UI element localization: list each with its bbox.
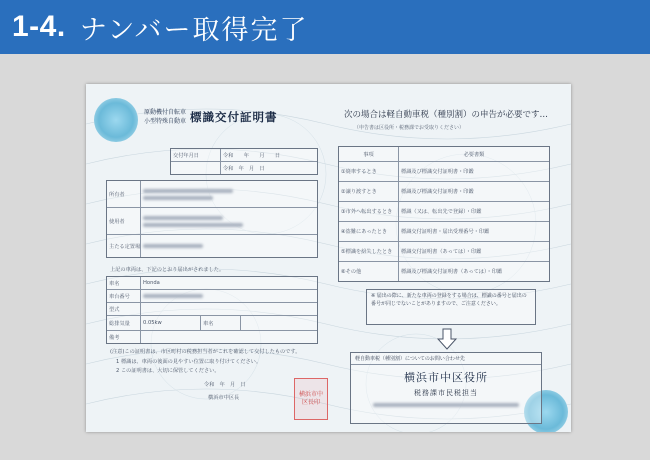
cases-table: [338, 146, 550, 282]
case-item: ①廃車するとき: [339, 162, 399, 181]
step-number: 1-4.: [12, 10, 66, 43]
row-label: 車名: [107, 277, 141, 289]
table-row: [107, 331, 317, 343]
official-seal: [294, 378, 328, 420]
certificate-title-block: [144, 108, 278, 126]
case-item: ②譲り渡すとき: [339, 182, 399, 201]
table-row: [339, 202, 549, 222]
column-header: 事項: [339, 147, 399, 161]
table-row: [107, 290, 317, 303]
city-emblem-icon: [94, 98, 138, 142]
redacted-contact: [373, 403, 519, 407]
case-docs: 標識及び標識交付証明書（あっては）・印鑑: [401, 269, 503, 275]
seal-text: 横浜市中区長印: [298, 391, 323, 406]
row-label: 使用者: [107, 208, 141, 234]
table-row: [339, 222, 549, 242]
office-header: 軽自動車税（種別割）についてのお問い合わせ先: [351, 353, 541, 365]
certificate-title: 標識交付証明書: [190, 110, 278, 124]
redacted-value: [141, 208, 317, 234]
page-title: ナンバー取得完了: [79, 14, 309, 46]
row-value: 0.05kw: [141, 316, 201, 330]
owner-table: [106, 180, 318, 258]
table-row: [339, 182, 549, 202]
vehicle-table: [106, 276, 318, 344]
redacted-value: [141, 235, 317, 257]
table-row: [171, 149, 317, 162]
registration-note: 上記の車両は、下記のとおり届出がされました。: [110, 267, 225, 273]
table-header-row: [339, 147, 549, 162]
row-label: 型式: [107, 303, 141, 315]
row-label: 総排気量: [107, 316, 141, 330]
page-header: [0, 0, 650, 54]
row-label: 備考: [107, 331, 141, 343]
row-label: 交付年月日: [171, 149, 221, 161]
row-label: [171, 162, 221, 174]
case-item: ④盗難にあったとき: [339, 222, 399, 241]
info-notice: ※ 届出の際に、新たな車両の登録をする場合は、標識の番号と届出の番号が同じでないことがありますので、ご注意ください。: [366, 289, 536, 325]
table-row: [107, 303, 317, 316]
case-docs: 標識交付証明書（あっては）・印鑑: [401, 249, 482, 255]
row-value: Honda: [143, 280, 160, 286]
row-value: 令和 年 月 日: [223, 152, 281, 159]
column-header: 必要書類: [463, 151, 485, 158]
certificate-image: [86, 84, 571, 432]
table-row: [107, 316, 317, 331]
issuer-name: 横浜市中区長: [208, 395, 240, 401]
office-name: 横浜市中区役所: [404, 371, 488, 384]
issue-date-table: [170, 148, 318, 175]
row-value: [141, 331, 317, 343]
case-docs: 標識及び標識交付証明書・印鑑: [401, 189, 474, 195]
vehicle-type-line2: 小型特殊自動車: [144, 118, 187, 125]
issue-date: 令和 年 月 日: [204, 382, 246, 388]
case-item: ⑥その他: [339, 262, 399, 281]
right-heading: 次の場合は軽自動車税（種別割）の申告が必要です…: [344, 110, 549, 120]
inquiry-office-box: [350, 352, 542, 424]
table-row: [171, 162, 317, 174]
row-value: [141, 303, 317, 315]
vehicle-type-line1: 原動機付自転車: [144, 109, 187, 116]
table-row: [339, 262, 549, 281]
table-row: [107, 277, 317, 290]
redacted-value: [141, 290, 317, 302]
table-row: [107, 181, 317, 208]
footer-note-3: 2 この証明書は、大切に保管してください。: [116, 368, 220, 374]
table-row: [339, 162, 549, 182]
case-docs: 標識（又は、転出先で登録）・印鑑: [401, 209, 482, 215]
case-docs: 標識及び標識交付証明書・印鑑: [401, 169, 474, 175]
footer-note-2: 1 標識は、車両の後面の見やすい位置に取り付けてください。: [116, 359, 262, 365]
right-subheading: （申告書は区役所・税務課でお受取りください）: [354, 125, 465, 131]
table-row: [107, 208, 317, 235]
row-label: 所有者: [107, 181, 141, 207]
row-label: 車台番号: [107, 290, 141, 302]
table-row: [339, 242, 549, 262]
case-item: ⑤標識を紛失したとき: [339, 242, 399, 261]
footer-note-1: (注意)この証明書は、市区町村の税務担当者がこれを確認して交付したものです。: [110, 349, 301, 355]
table-row: [107, 235, 317, 257]
row-value: 令和 年 月 日: [223, 165, 265, 172]
case-docs: 標識交付証明書・届出受理番号・印鑑: [401, 229, 490, 235]
case-item: ③市外へ転出するとき: [339, 202, 399, 221]
row-value: [241, 316, 317, 330]
row-label: 車名: [201, 316, 241, 330]
down-arrow-icon: [437, 328, 457, 350]
redacted-value: [141, 181, 317, 207]
row-label: 主たる定置場: [107, 235, 141, 257]
office-department: 税務課市民税担当: [414, 389, 478, 397]
